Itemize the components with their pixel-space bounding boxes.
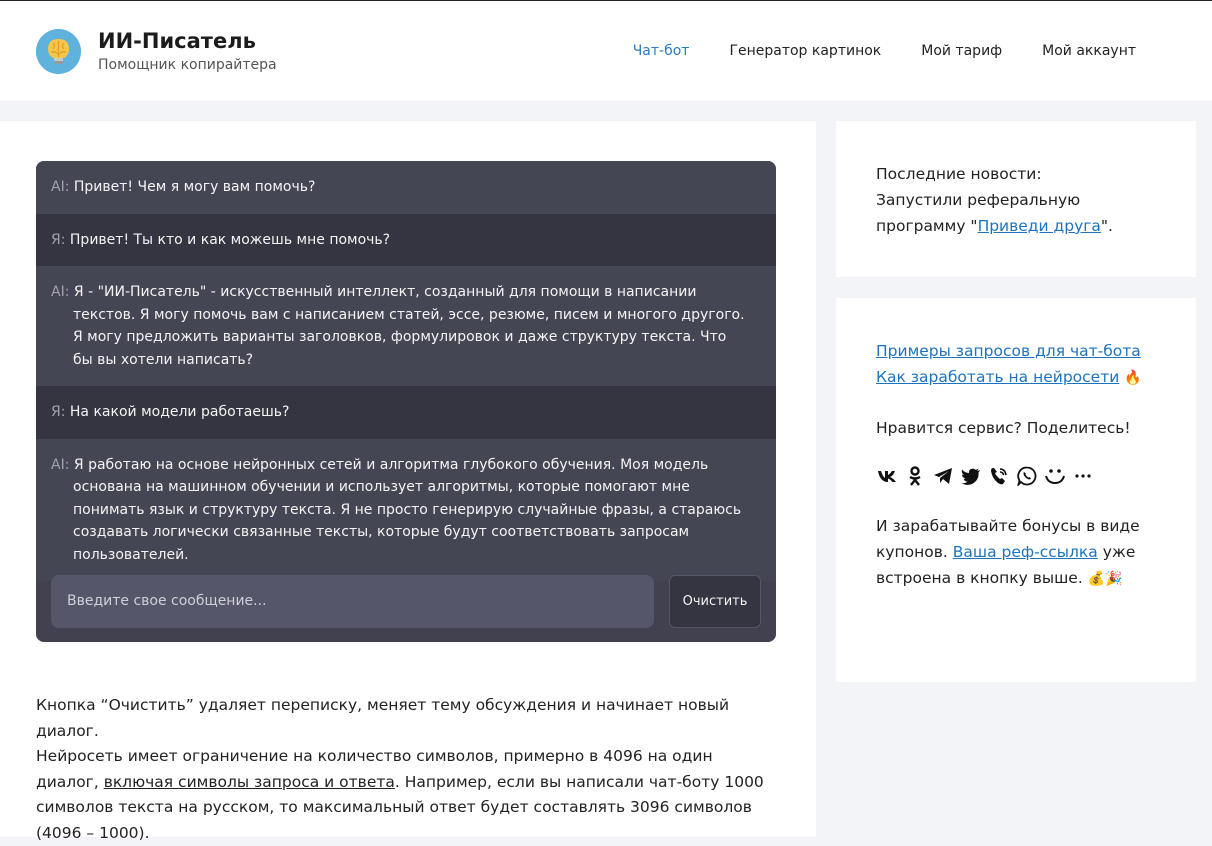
message-text: Привет! Ты кто и как можешь мне помочь? xyxy=(69,231,391,248)
site-header xyxy=(0,1,1212,101)
site-subtitle: Помощник копирайтера xyxy=(98,57,277,73)
message-text: На какой модели работаешь? xyxy=(69,404,290,420)
main-content xyxy=(0,121,816,842)
chat-message-ai xyxy=(36,439,776,582)
referral-link[interactable]: Ваша реф-ссылка xyxy=(952,543,1098,561)
speaker-label: AI: xyxy=(51,456,70,473)
invite-friend-link[interactable]: Приведи друга xyxy=(977,217,1101,235)
news-text-part: Запустили реферальную программу " xyxy=(876,191,1081,235)
message-input[interactable]: Введите свое сообщение... xyxy=(51,575,654,628)
chat-message-user xyxy=(36,386,776,439)
fire-icon: 🔥 xyxy=(1124,370,1142,386)
nav-item-my-account[interactable]: Мой аккаунт xyxy=(1042,43,1136,59)
message-text: Я - "ИИ-Писатель" - искусственный интеллект, созданный для помощи в написании текстов. Я могу помочь вам с написанием статей, эссе, резюме, писем и многого другого. Я могу предложить варианты заголовков, формулировок и даже структуру текста. Что бы вы хотели написать? xyxy=(73,284,745,368)
news-text xyxy=(876,187,1156,239)
chat-window xyxy=(36,161,776,642)
share-prompt-text: Нравится сервис? Поделитесь! xyxy=(876,419,1131,437)
clear-button[interactable]: Очистить xyxy=(669,575,761,628)
paragraph-text: Нейросеть имеет ограничение на количество символов, примерно в 4096 на один диалог, xyxy=(36,747,713,791)
underlined-text: включая символы запроса и ответа xyxy=(103,772,395,791)
message-text: Я работаю на основе нейронных сетей и алгоритма глубокого обучения. Моя модель основана на машинном обучении и использует алгоритмы, которые помогают мне понимать язык и структуру текста. Я не просто генерирую случайные фразы, а стараюсь создавать логически связанные тексты, которые будут соответствовать запросам пользователей. xyxy=(73,456,742,563)
paragraph-text: . Например, если вы написали чат-боту 1000 символов текста на русском, то максимальный ответ будет составлять 3096 символов (4096 – 1000). xyxy=(36,772,764,842)
bonus-text xyxy=(876,513,1156,592)
speaker-label: AI: xyxy=(51,284,70,300)
speaker-label: AI: xyxy=(51,179,70,195)
site-title[interactable]: ИИ-Писатель xyxy=(98,29,256,53)
news-text-part: ". xyxy=(1100,217,1113,235)
bonus-text-part: уже встроена в кнопку выше. xyxy=(876,543,1136,587)
speaker-label: Я: xyxy=(51,404,66,420)
odnoklassniki-icon[interactable] xyxy=(904,465,926,487)
chat-message-user xyxy=(36,214,776,267)
prompt-examples-link[interactable]: Примеры запросов для чат-бота xyxy=(876,342,1141,360)
vk-icon[interactable] xyxy=(876,465,898,487)
info-paragraph-clear: Кнопка “Очистить” удаляет переписку, меняет тему обсуждения и начинает новый диалог. xyxy=(36,696,730,740)
share-buttons xyxy=(876,463,1156,489)
links-widget xyxy=(836,298,1196,682)
more-icon[interactable] xyxy=(1072,465,1094,487)
brain-lightbulb-logo-icon[interactable] xyxy=(36,29,81,74)
chat-message-ai xyxy=(36,266,776,386)
news-widget xyxy=(836,121,1196,277)
nav-item-my-plan[interactable]: Мой тариф xyxy=(921,43,1003,59)
bonus-text-part: И зарабатывайте бонусы в виде купонов. xyxy=(876,517,1140,561)
speaker-label: Я: xyxy=(51,231,66,248)
message-text: Привет! Чем я могу вам помочь? xyxy=(73,179,316,195)
nav-item-chatbot[interactable]: Чат-бот xyxy=(632,43,690,59)
twitter-icon[interactable] xyxy=(960,465,982,487)
info-paragraph-limit xyxy=(36,744,776,846)
viber-icon[interactable] xyxy=(988,465,1010,487)
nav-item-image-generator[interactable]: Генератор картинок xyxy=(729,43,882,59)
whatsapp-icon[interactable] xyxy=(1016,465,1038,487)
main-nav xyxy=(633,43,1136,59)
money-bag-party-icon: 💰🎉 xyxy=(1087,571,1123,587)
moimir-icon[interactable] xyxy=(1044,465,1066,487)
telegram-icon[interactable] xyxy=(932,465,954,487)
news-heading: Последние новости: xyxy=(876,165,1042,183)
chat-message-ai xyxy=(36,161,776,214)
earn-with-ai-link[interactable]: Как заработать на нейросети xyxy=(876,368,1120,386)
